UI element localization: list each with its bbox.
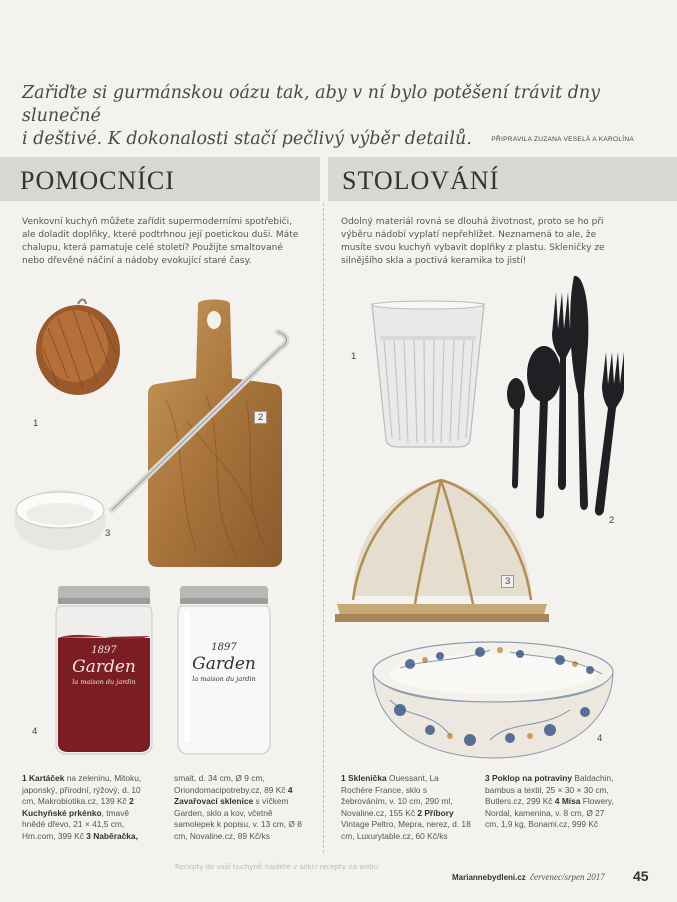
item-number-l3: 3 bbox=[105, 528, 111, 539]
caption-item-details: Vintage Peltro, Mepra, nerez, d. 18 cm, Luxurytable.cz, 60 Kč/ks bbox=[341, 819, 471, 841]
item-number-r4: 4 bbox=[597, 733, 603, 744]
caption-item-name: 4 Mísa bbox=[554, 796, 581, 807]
caption-right-2 bbox=[485, 773, 615, 831]
bleed-through-text: Recepty do vaší kuchyně najdete v sekci recepty na webu bbox=[175, 863, 379, 871]
section-title-stolovani: STOLOVÁNÍ bbox=[342, 166, 500, 195]
section-title-pomocnici: POMOCNÍCI bbox=[20, 166, 175, 195]
caption-right-1 bbox=[341, 773, 471, 843]
caption-item-details: Flowery, Nordal, kamenina, v. 8 cm, Ø 27 cm, 1,9 kg, Bonami.cz, 999 Kč bbox=[485, 796, 614, 830]
jar-tagline-right: la maison du jardin bbox=[192, 675, 256, 683]
jar-tagline-left: la maison du jardin bbox=[72, 678, 136, 686]
item-number-r1: 1 bbox=[351, 351, 357, 362]
column-divider bbox=[323, 203, 324, 853]
jar-brand-left: Garden bbox=[72, 657, 136, 677]
jar-label-right bbox=[176, 642, 272, 683]
caption-item-details: Ouessant, La Rochère France, sklo s žebrováním, v. 10 cm, 290 ml, Novaline.cz, 155 Kč bbox=[341, 773, 453, 818]
caption-item-name: 4 Zavařovací sklenice bbox=[174, 784, 293, 807]
caption-item-name: 3 Poklop na potraviny bbox=[485, 773, 573, 783]
item-number-l4: 4 bbox=[32, 726, 38, 737]
caption-item-details: , tmavě hnědé dřevo, 21 × 41,5 cm, Hm.com, 399 Kč bbox=[22, 807, 130, 841]
floral-bowl-image bbox=[370, 640, 616, 762]
caption-left-2 bbox=[174, 773, 304, 843]
food-cover-image bbox=[333, 476, 551, 626]
caption-item-name: 2 Příbory bbox=[417, 807, 454, 818]
footer-issue: červenec/srpen 2017 bbox=[530, 872, 605, 882]
jar-label-left bbox=[54, 645, 154, 686]
jar-year-left: 1897 bbox=[91, 645, 117, 656]
credits: PŘIPRAVILA ZUZANA VESELÁ A KAROLÍNA bbox=[491, 136, 634, 143]
item-number-l2: 2 bbox=[254, 411, 267, 424]
caption-left-1 bbox=[22, 773, 152, 843]
page-number: 45 bbox=[633, 868, 649, 884]
ladle-image bbox=[12, 330, 292, 552]
intro-line1: Zařiďte si gurmánskou oázu tak, aby v ní bylo potěšení trávit dny slunečné bbox=[22, 83, 601, 126]
ribbed-glass-image bbox=[370, 300, 486, 448]
caption-item-details: na zeleninu, Mitoku, japonský, přírodní, rýžový, d. 10 cm, Makrobiotika.cz, 139 Kč bbox=[22, 773, 142, 807]
caption-item-name: 1 Kartáček bbox=[22, 773, 65, 783]
caption-item-name: 2 Kuchyňské prkénko bbox=[22, 796, 134, 818]
item-number-l1: 1 bbox=[33, 418, 39, 429]
left-body-text: Venkovní kuchyň můžete zařídit supermoderními spotřebiči, ale doladit doplňky, které podtrhnou její poetickou duši. Máte chalupu, která pamatuje celé století? Použijte smaltované nebo dřevěné náčiní a nádoby evokující staré časy. bbox=[22, 217, 299, 266]
jar-year-right: 1897 bbox=[211, 642, 237, 653]
item-number-r2: 2 bbox=[609, 515, 615, 526]
footer-website: Mariannebydleni.cz bbox=[452, 873, 526, 882]
caption-item-details: Baldachin, bambus a textil, 25 × 30 × 30 cm, Butlers.cz, 299 Kč bbox=[485, 773, 614, 807]
caption-item-details: s víčkem Garden, sklo a kov, včetně samolepek k popisu, v. 13 cm, Ø 8 cm, Novaline.cz, 89 Kč/ks bbox=[174, 796, 302, 841]
caption-item-name: 1 Sklenička bbox=[341, 773, 387, 783]
item-number-r3: 3 bbox=[501, 575, 514, 588]
jar-brand-right: Garden bbox=[192, 654, 256, 674]
caption-item-details: smalt, d. 34 cm, Ø 9 cm, Oriondomacipotreby.cz, 89 Kč bbox=[174, 773, 288, 795]
right-body-text: Odolný materiál rovná se dlouhá životnost, proto se ho při výběru nádobí vyplatí nepřehlížet. Neznamená to ale, že musíte svou kuchyň vybavit doplňky z plastu. Skleničky ze silnějšího skla a poctivá keramika to jistí! bbox=[341, 217, 605, 266]
caption-item-name: 3 Naběračka, bbox=[86, 830, 138, 841]
intro-line2: i deštivé. K dokonalosti stačí pečlivý výběr detailů. bbox=[22, 129, 472, 149]
